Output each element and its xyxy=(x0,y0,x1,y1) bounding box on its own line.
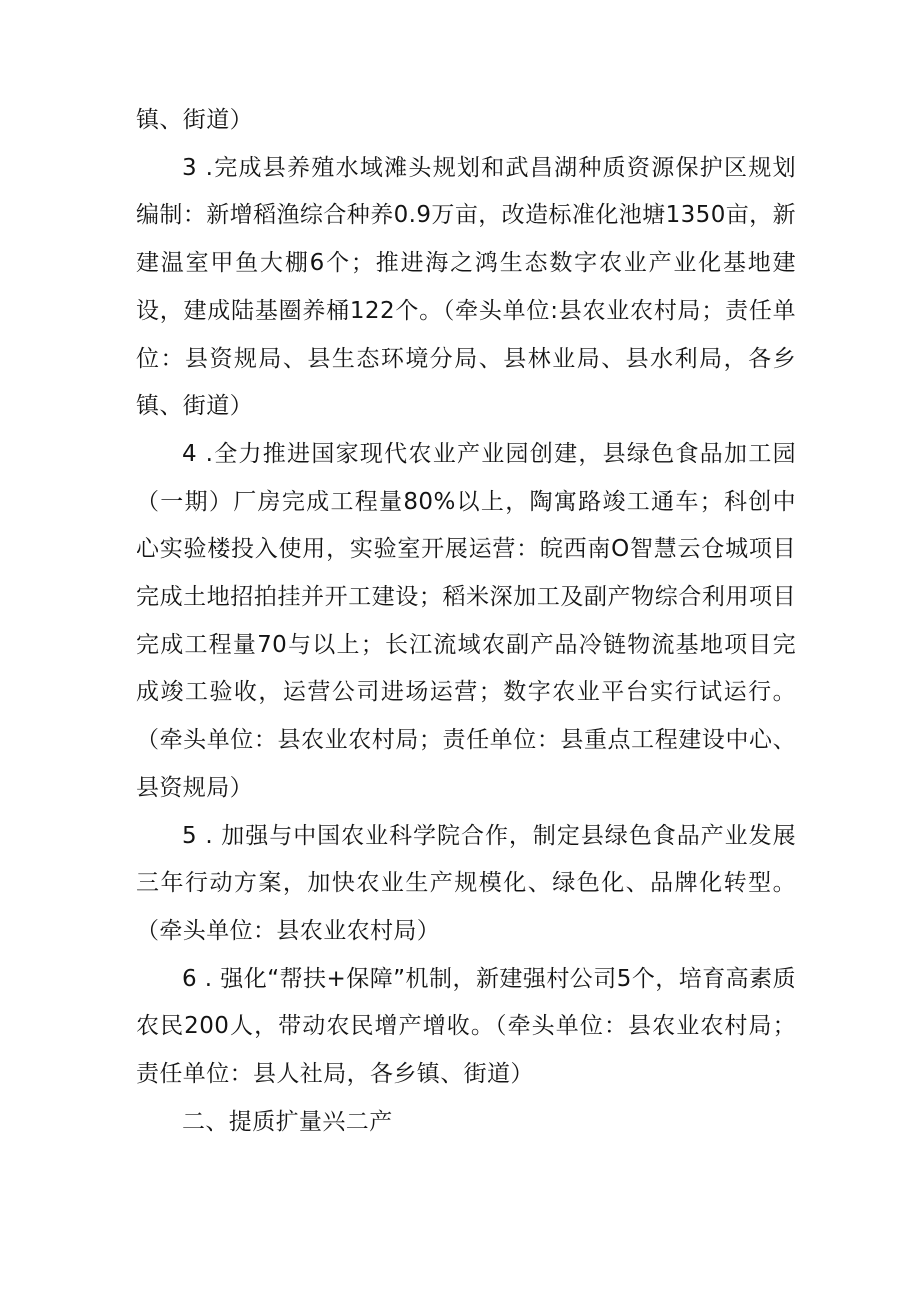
paragraph-item-3: 3 .完成县养殖水域滩头规划和武昌湖种质资源保护区规划编制：新增稻渔综合种养0.9万亩，改造标准化池塘1350亩，新建温室甲鱼大棚6个；推进海之鸿生态数字农业产业化基地建设，建成陆基圈养桶122个。（牵头单位:县农业农村局；责任单位：县资规局、县生态环境分局、县林业局、县水利局，各乡镇、街道） xyxy=(136,154,796,420)
paragraph-item-6: 6 . 强化“帮扶+保障”机制，新建强村公司5个，培育高素质农民200人，带动农民增产增收。（牵头单位：县农业农村局；责任单位：县人社局，各乡镇、街道） xyxy=(136,965,796,1088)
paragraph-continuation: 镇、街道） xyxy=(136,107,253,133)
document-body xyxy=(136,97,796,1146)
section-heading: 二、提质扩量兴二产 xyxy=(182,1108,393,1135)
paragraph-item-5: 5 . 加强与中国农业科学院合作，制定县绿色食品产业发展三年行动方案，加快农业生产规模化、绿色化、品牌化转型。（牵头单位：县农业农村局） xyxy=(136,822,796,944)
paragraph-item-4: 4 .全力推进国家现代农业产业园创建，县绿色食品加工园（一期）厂房完成工程量80%以上，陶寓路竣工通车；科创中心实验楼投入使用，实验室开展运营：皖西南O智慧云仓城项目完成土地招拍挂并开工建设；稻米深加工及副产物综合利用项目完成工程量70与以上；长江流域农副产品冷链物流基地项目完成竣工验收，运营公司进场运营；数字农业平台实行试运行。（牵头单位：县农业农村局；责任单位：县重点工程建设中心、县资规局） xyxy=(136,440,796,801)
